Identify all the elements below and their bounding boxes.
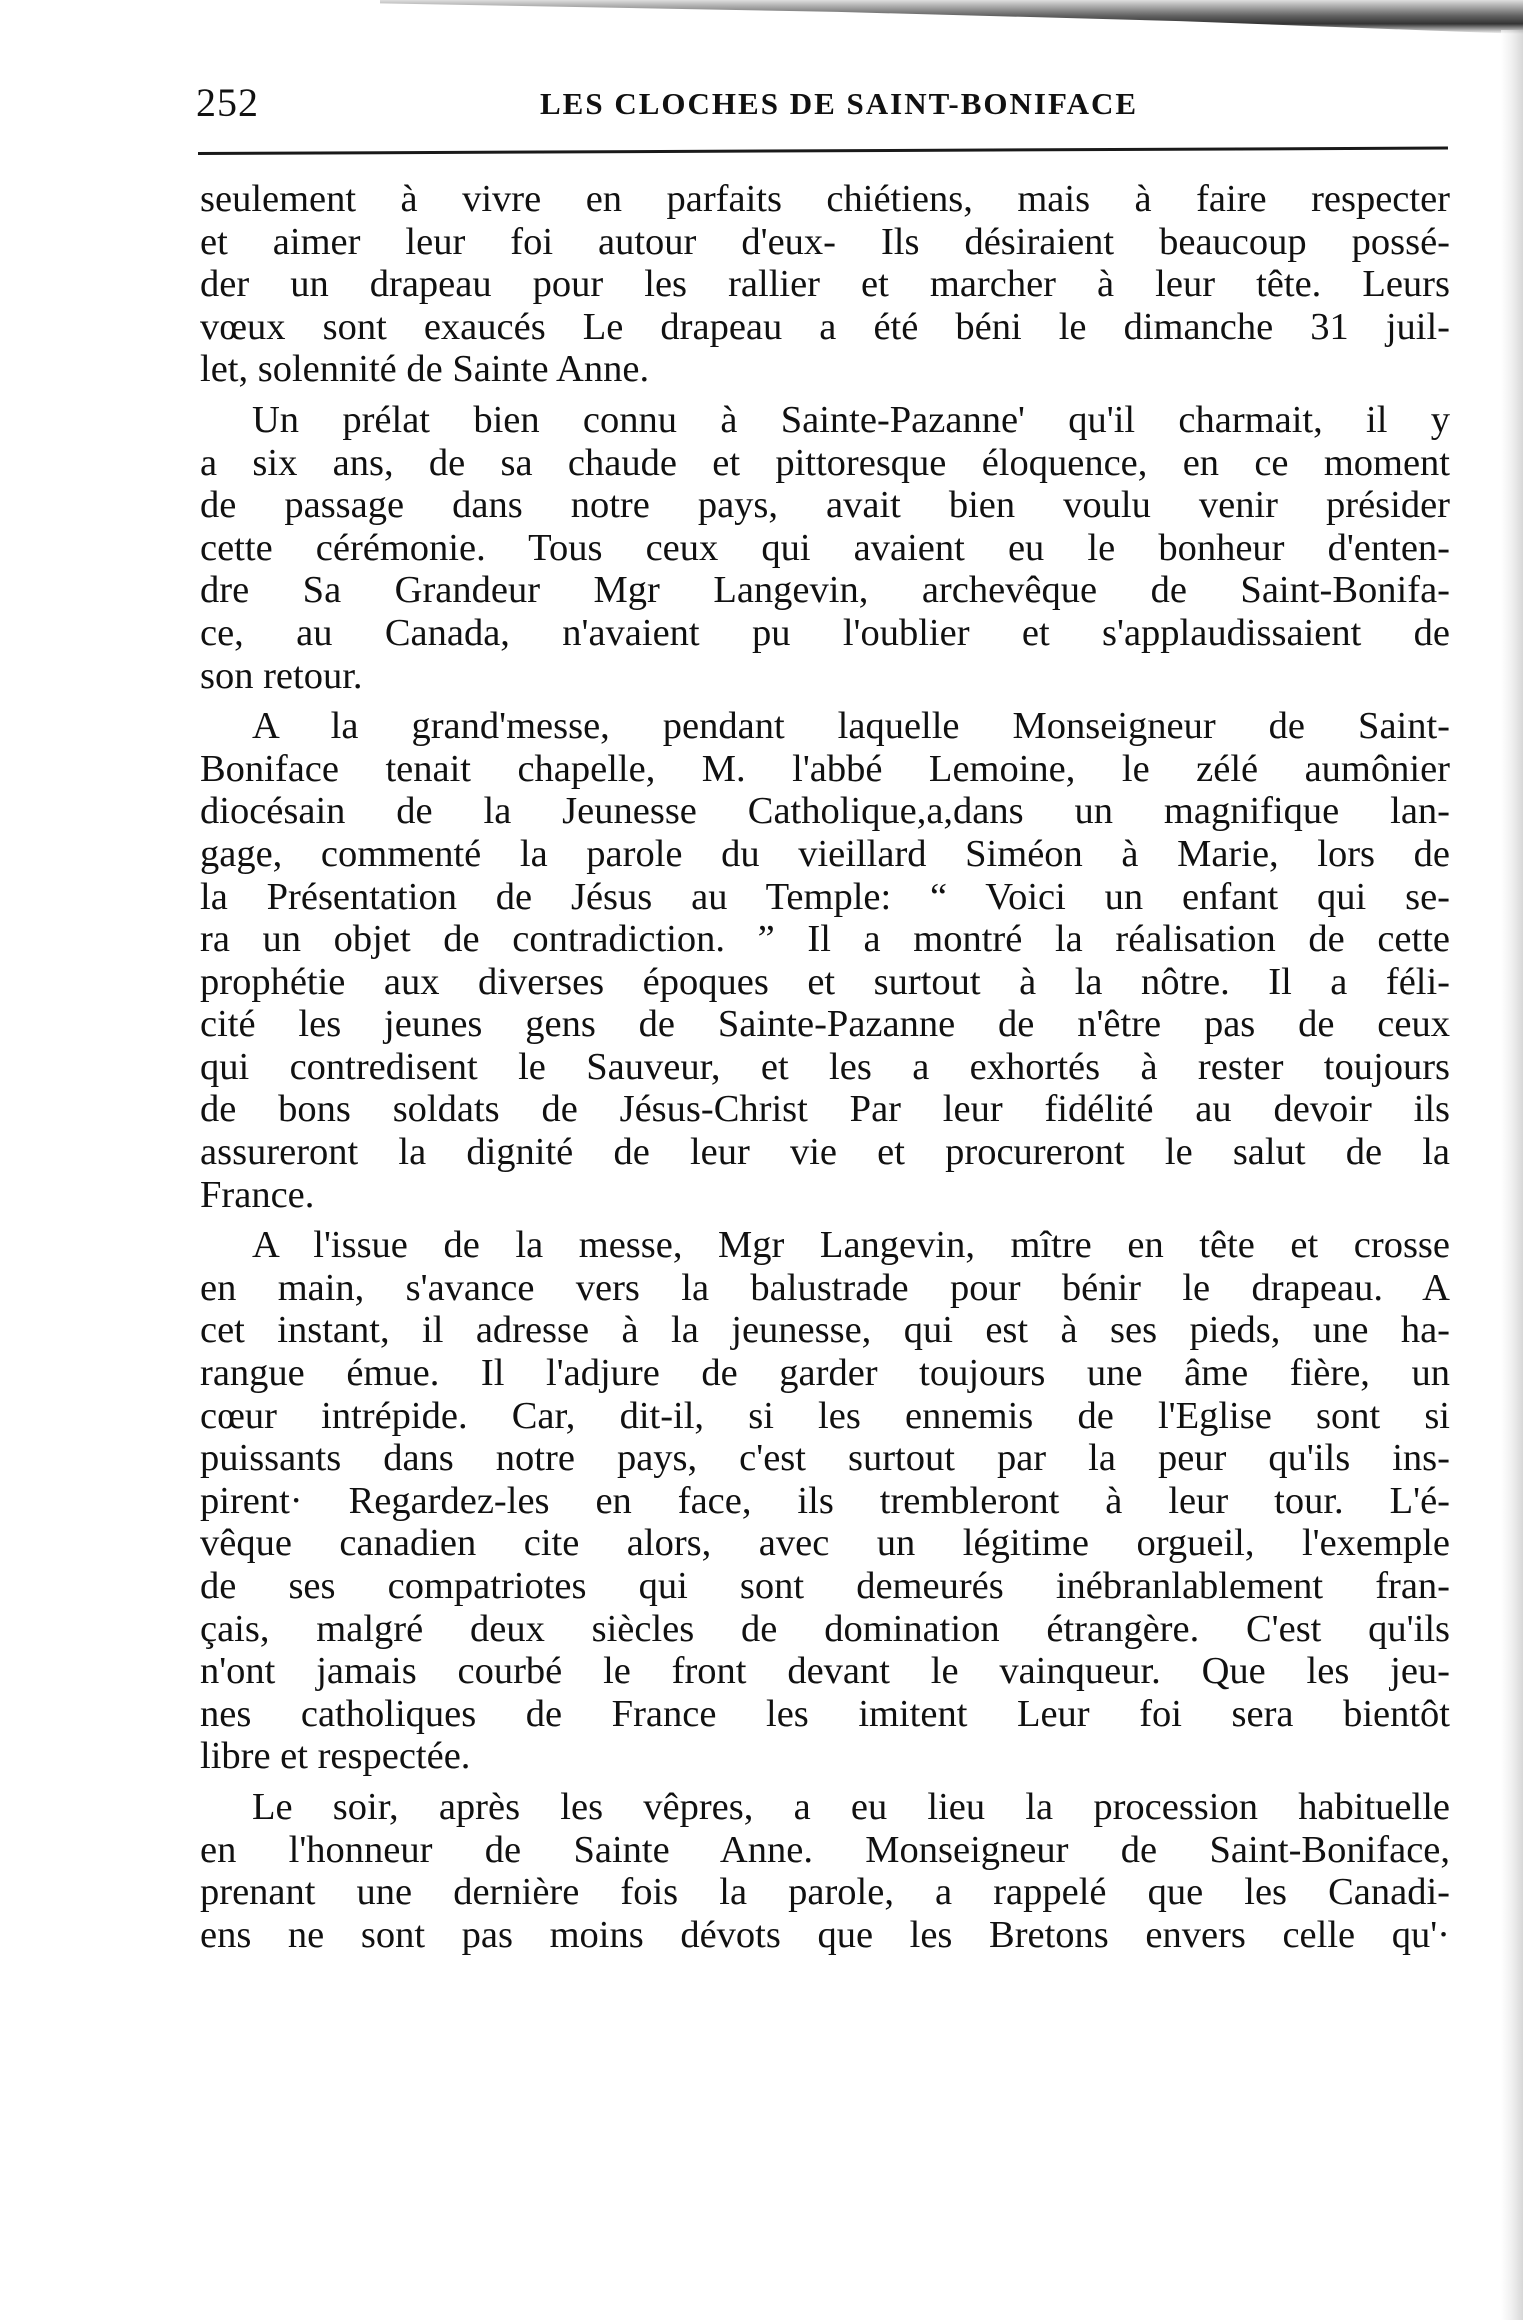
text-line: assureront la dignité de leur vie et procureront le salut de la [200,1131,1450,1174]
scan-shadow-right [1501,30,1523,2320]
text-line: qui contredisent le Sauveur, et les a exhortés à rester toujours [200,1045,1450,1088]
text-line: dre Sa Grandeur Mgr Langevin, archevêque de Saint-Bonifa- [200,569,1450,612]
text-line: prophétie aux diverses époques et surtout à la nôtre. Il a féli- [200,960,1450,1003]
text-line: de bons soldats de Jésus-Christ Par leur fidélité au devoir ils [200,1088,1450,1131]
text-line: Un prélat bien connu à Sainte-Pazanne' qu'il charmait, il y [252,398,1450,441]
text-line: der un drapeau pour les rallier et marcher à leur tête. Leurs [200,263,1450,306]
text-line: a six ans, de sa chaude et pittoresque éloquence, en ce moment [200,441,1450,484]
text-line: ce, au Canada, n'avaient pu l'oublier et s'applaudissaient de [200,611,1450,654]
text-line: A la grand'messe, pendant laquelle Monseigneur de Saint- [252,705,1450,748]
page-header [196,78,1446,128]
text-line: cet instant, il adresse à la jeunesse, qui est à ses pieds, une ha- [200,1309,1450,1352]
text-line: vêque canadien cite alors, avec un légitime orgueil, l'exemple [200,1522,1450,1565]
page-number: 252 [196,80,259,125]
text-line: de passage dans notre pays, avait bien voulu venir présider [200,484,1450,527]
text-line: de ses compatriotes qui sont demeurés inébranlablement fran- [200,1565,1450,1607]
paragraph [200,178,1460,391]
text-line: la Présentation de Jésus au Temple: “ Voici un enfant qui se- [200,875,1450,918]
text-line: et aimer leur foi autour d'eux- Ils désiraient beaucoup possé- [200,220,1450,263]
paragraph [200,1786,1460,1956]
text-line: son retour. [200,654,363,697]
text-line: Boniface tenait chapelle, M. l'abbé Lemoine, le zélé aumônier [200,747,1450,790]
text-line: gage, commenté la parole du vieillard Siméon à Marie, lors de [200,832,1450,875]
text-line: Le soir, après les vêpres, a eu lieu la procession habituelle [252,1785,1450,1828]
text-line: France. [200,1173,315,1216]
text-line: n'ont jamais courbé le front devant le vainqueur. Que les jeu- [200,1650,1450,1693]
paragraph [200,399,1460,697]
text-line: nes catholiques de France les imitent Leur foi sera bientôt [200,1692,1450,1735]
text-line: libre et respectée. [200,1735,471,1778]
paragraph [200,705,1460,1216]
running-title: LES CLOCHES DE SAINT-BONIFACE [540,86,1139,121]
text-line: rangue émue. Il l'adjure de garder toujours une âme fière, un [200,1352,1450,1395]
paragraph [200,1224,1460,1778]
text-line: pirent· Regardez-les en face, ils trembleront à leur tour. L'é- [200,1479,1450,1522]
text-line: A l'issue de la messe, Mgr Langevin, mître en tête et crosse [252,1224,1450,1267]
text-line: vœux sont exaucés Le drapeau a été béni le dimanche 31 juil- [200,305,1450,348]
text-line: ra un objet de contradiction. ” Il a montré la réalisation de cette [200,918,1450,961]
text-line: en main, s'avance vers la balustrade pour bénir le drapeau. A [200,1266,1450,1309]
text-line: puissants dans notre pays, c'est surtout par la peur qu'ils ins- [200,1437,1450,1480]
text-line: ens ne sont pas moins dévots que les Bretons envers celle qu'· [200,1913,1450,1956]
text-line: diocésain de la Jeunesse Catholique,a,dans un magnifique lan- [200,790,1450,833]
text-line: seulement à vivre en parfaits chiétiens, mais à faire respecter [200,178,1450,220]
text-line: çais, malgré deux siècles de domination étrangère. C'est qu'ils [200,1607,1450,1650]
text-line: let, solennité de Sainte Anne. [200,348,650,391]
text-line: cette cérémonie. Tous ceux qui avaient eu le bonheur d'enten- [200,526,1450,569]
text-line: cité les jeunes gens de Sainte-Pazanne de n'être pas de ceux [200,1003,1450,1046]
text-line: en l'honneur de Sainte Anne. Monseigneur de Saint-Boniface, [200,1828,1450,1871]
scan-shadow-top [380,0,1523,34]
text-line: cœur intrépide. Car, dit-il, si les ennemis de l'Eglise sont si [200,1394,1450,1437]
header-rule [198,147,1448,155]
body-text [200,178,1460,1964]
text-line: prenant une dernière fois la parole, a rappelé que les Canadi- [200,1871,1450,1914]
